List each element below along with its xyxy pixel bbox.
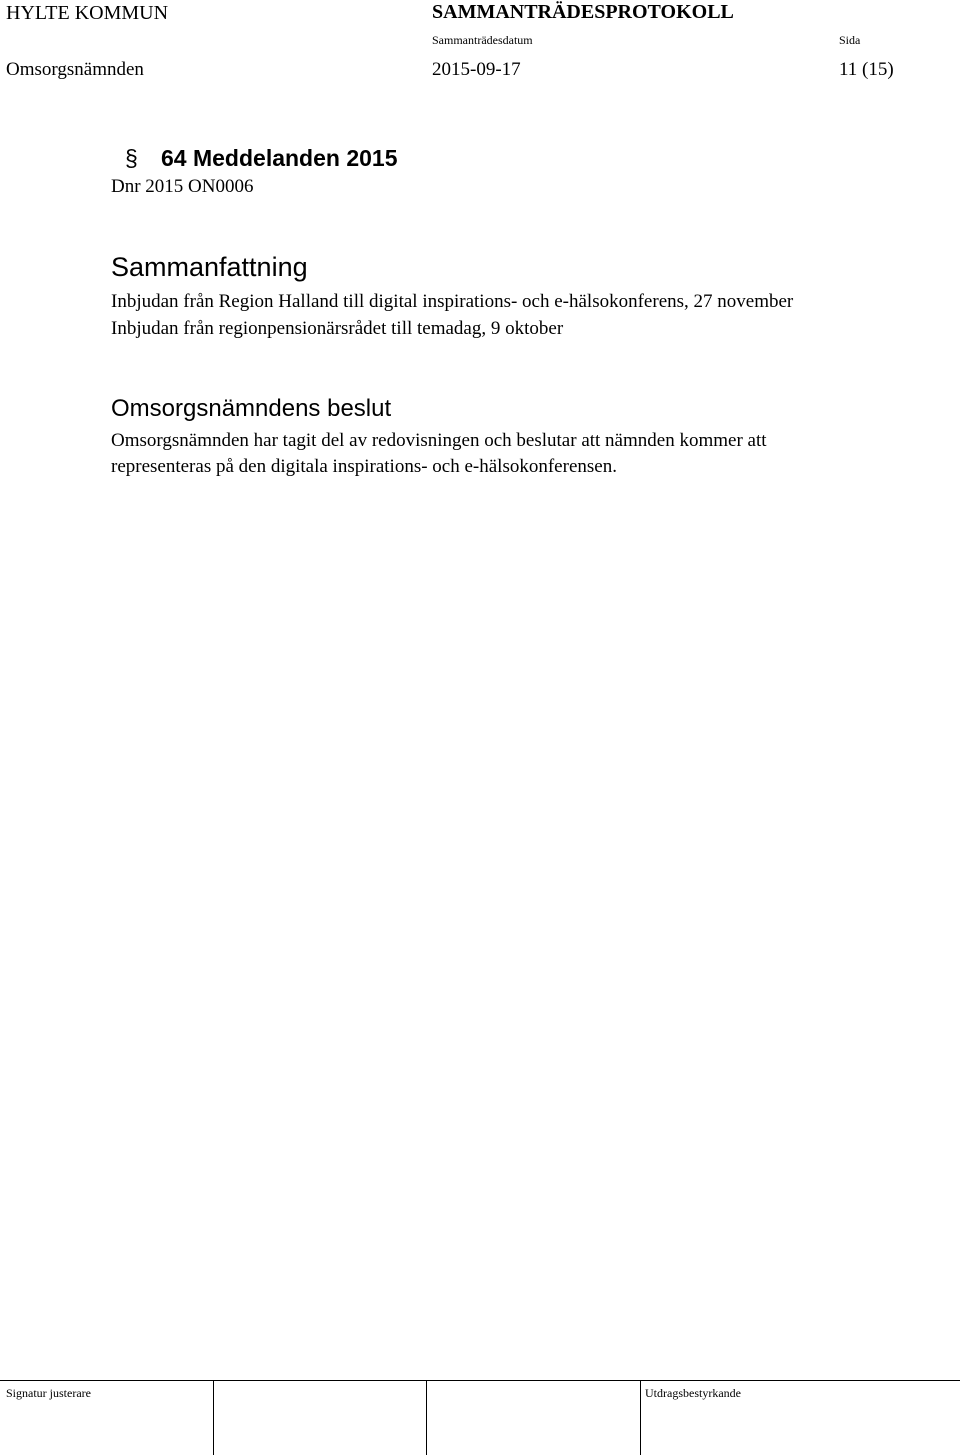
paragraph-sign: § <box>125 145 138 171</box>
summary-line: Inbjudan från regionpensionärsrådet till temadag, 9 oktober <box>111 318 564 339</box>
section-heading <box>125 145 398 172</box>
extract-certification-label: Utdragsbestyrkande <box>645 1386 741 1400</box>
summary-heading: Sammanfattning <box>111 252 308 282</box>
meeting-date: 2015-09-17 <box>432 59 521 80</box>
signature-label: Signatur justerare <box>6 1386 91 1400</box>
organization-name: HYLTE KOMMUN <box>6 2 169 24</box>
committee-name: Omsorgsnämnden <box>6 59 144 80</box>
summary-line: Inbjudan från Region Halland till digital inspirations- och e-hälsokonferens, 27 november <box>111 291 794 312</box>
signature-footer <box>0 1380 960 1455</box>
document-type: SAMMANTRÄDESPROTOKOLL <box>432 1 734 23</box>
page-number: 11 (15) <box>839 59 894 80</box>
decision-heading: Omsorgsnämndens beslut <box>111 395 392 422</box>
section-title: 64 Meddelanden 2015 <box>161 145 398 171</box>
case-number: Dnr 2015 ON0006 <box>111 176 254 197</box>
page-label: Sida <box>839 33 861 47</box>
meeting-date-label: Sammanträdesdatum <box>432 33 533 47</box>
decision-line: representeras på den digitala inspirations- och e-hälsokonferensen. <box>111 456 617 477</box>
footer-divider <box>213 1381 214 1455</box>
footer-divider <box>426 1381 427 1455</box>
footer-divider <box>640 1381 641 1455</box>
decision-line: Omsorgsnämnden har tagit del av redovisningen och beslutar att nämnden kommer att <box>111 430 767 451</box>
